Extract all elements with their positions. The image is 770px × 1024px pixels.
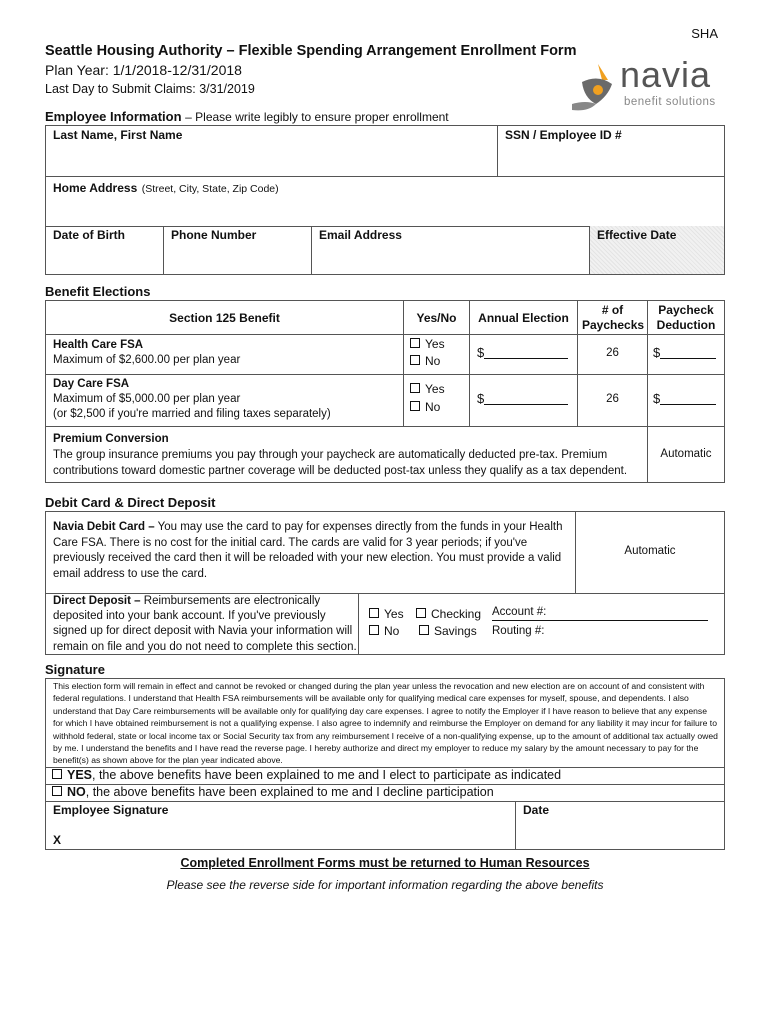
- health-paychecks: [578, 334, 648, 374]
- day-care-no-checkbox[interactable]: No: [410, 400, 440, 414]
- signature-date-label: Date: [523, 803, 550, 817]
- col-yesno-label: Yes/No: [416, 311, 457, 325]
- health-fsa-max: Maximum of $2,600.00 per plan year: [53, 354, 241, 366]
- account-number-field[interactable]: [492, 606, 708, 621]
- address-label: [53, 179, 279, 197]
- col-header-benefit: [46, 301, 404, 334]
- signature-heading: Signature: [45, 662, 105, 677]
- dob-label: Date of Birth: [53, 228, 125, 242]
- direct-deposit-options: [359, 593, 724, 654]
- col-paychecks-label: # of Paychecks: [582, 303, 645, 332]
- col-benefit-label: Section 125 Benefit: [169, 311, 280, 325]
- form-code: SHA: [691, 26, 718, 41]
- participate-no-checkbox[interactable]: [52, 785, 67, 799]
- yes-bold: YES: [67, 768, 93, 782]
- address-note: (Street, City, State, Zip Code): [141, 183, 279, 195]
- dd-no-checkbox[interactable]: No: [369, 624, 399, 638]
- col-header-deduction: [648, 301, 724, 334]
- health-no-checkbox[interactable]: No: [410, 354, 440, 368]
- dd-yes-checkbox[interactable]: Yes: [369, 607, 404, 621]
- address-title: Home Address: [53, 181, 138, 195]
- premium-text: The group insurance premiums you pay through your paycheck are automatically deducted pre-tax. Premium contributions toward domestic partner coverage will be deducted post-tax unless they qualify as a tax dependent.: [53, 449, 628, 477]
- logo-word: navia: [620, 54, 712, 95]
- account-label: Account #:: [492, 606, 547, 618]
- day-care-yes-checkbox[interactable]: Yes: [410, 382, 445, 396]
- effective-date-label: Effective Date: [597, 228, 677, 242]
- ssn-field[interactable]: [498, 126, 724, 176]
- signature-box: [45, 678, 725, 850]
- premium-title: Premium Conversion: [53, 433, 169, 445]
- logo-tagline: benefit solutions: [624, 96, 716, 108]
- return-note: Completed Enrollment Forms must be returned to Human Resources: [180, 856, 590, 870]
- participate-no-option[interactable]: [52, 785, 494, 799]
- health-fsa-row: [46, 334, 404, 374]
- premium-conversion-row: [46, 426, 648, 482]
- direct-deposit-row: [46, 593, 359, 654]
- health-annual-election[interactable]: [470, 334, 578, 374]
- benefit-elections-table: [45, 300, 725, 483]
- day-care-yesno: [404, 374, 470, 426]
- dollar-sign: $: [477, 345, 485, 360]
- direct-deposit-title: Direct Deposit –: [53, 595, 141, 607]
- address-field[interactable]: [46, 176, 724, 226]
- direct-deposit-text: [53, 594, 358, 655]
- day-care-paychecks-value: 26: [606, 393, 619, 405]
- signature-date-field[interactable]: [516, 801, 724, 849]
- employee-info-title: Employee Information: [45, 109, 182, 124]
- phone-field[interactable]: [164, 226, 312, 274]
- premium-status-cell: [648, 426, 724, 482]
- routing-number-field[interactable]: [492, 625, 544, 637]
- ssn-label: SSN / Employee ID #: [505, 128, 622, 142]
- dd-checking-checkbox[interactable]: Checking: [416, 607, 481, 621]
- day-care-annual-input: [477, 391, 568, 406]
- employee-info-heading: [45, 109, 449, 124]
- navia-logo-icon: [568, 60, 628, 116]
- dollar-sign: $: [477, 391, 485, 406]
- col-header-paychecks: [578, 301, 648, 334]
- last-day-claims: Last Day to Submit Claims: 3/31/2019: [45, 82, 255, 96]
- name-field[interactable]: [46, 126, 498, 176]
- dollar-sign: $: [653, 345, 661, 360]
- health-paychecks-value: 26: [606, 347, 619, 359]
- debit-card-title: Navia Debit Card –: [53, 521, 155, 533]
- debit-heading: Debit Card & Direct Deposit: [45, 495, 216, 510]
- signature-x-mark: X: [53, 833, 62, 847]
- phone-label: Phone Number: [171, 228, 257, 242]
- yes-text: , the above benefits have been explained to me and I elect to participate as indicated: [92, 768, 562, 782]
- effective-date-field: [590, 226, 724, 274]
- day-care-title: Day Care FSA: [53, 378, 130, 390]
- plan-year: Plan Year: 1/1/2018-12/31/2018: [45, 62, 242, 78]
- participate-yes-option[interactable]: [52, 768, 561, 782]
- reverse-note: Please see the reverse side for important information regarding the above benefits: [166, 878, 604, 892]
- no-bold: NO: [67, 785, 86, 799]
- health-yesno: [404, 334, 470, 374]
- email-field[interactable]: [312, 226, 590, 274]
- premium-status: Automatic: [660, 448, 712, 460]
- debit-box: [45, 511, 725, 655]
- legal-text: This election form will remain in effect and cannot be revoked or changed during the plan year unless the revocation and new election are on account of and consistent with federal regulations. I understand that Health FSA reimbursements will be available only for qualifying medical care expenses for myself, spouse, and dependents. I also understand that Day Care reimbursements will be available only for qualifying day care expenses. I agree to notify the Employer if I have reason to believe that any expense for which I have obtained reimbursement is not a qualifying expense. I also agree to indemnify and reimburse the Employer on demand for any liability it may incur for failure to withhold federal, state or local income tax or Social Security tax from any reimbursement I receive of a non-qualifying expense, up to the amount of additional tax actually owed by me. I understand the benefits and I have read the reverse page. I hereby authorize and direct my employer to reduce my salary by the amount necessary to pay for the benefit(s) as shown above for the plan year indicated above.: [53, 681, 718, 766]
- day-care-max: Maximum of $5,000.00 per plan year: [53, 393, 241, 405]
- employee-signature-label: Employee Signature: [53, 803, 169, 817]
- participate-yes-checkbox[interactable]: [52, 768, 67, 782]
- debit-card-status-cell: [576, 512, 724, 593]
- debit-card-text: [53, 520, 571, 582]
- direct-deposit-body: Reimbursements are electronically deposited into your bank account. If you've previously signed up for direct deposit with Navia your information will remain on file and you do not need to complete this section.: [53, 595, 357, 653]
- dd-savings-checkbox[interactable]: Savings: [419, 624, 477, 638]
- routing-label: Routing #:: [492, 625, 545, 637]
- health-annual-input: [477, 345, 568, 360]
- health-yes-checkbox[interactable]: Yes: [410, 337, 445, 351]
- day-care-annual-election[interactable]: [470, 374, 578, 426]
- form-title: Seattle Housing Authority – Flexible Spending Arrangement Enrollment Form: [45, 43, 577, 59]
- day-care-note: (or $2,500 if you're married and filing taxes separately): [53, 408, 331, 420]
- no-text: , the above benefits have been explained to me and I decline participation: [85, 785, 494, 799]
- col-annual-label: Annual Election: [478, 311, 569, 325]
- email-label: Email Address: [319, 228, 402, 242]
- benefit-elections-heading: Benefit Elections: [45, 284, 151, 299]
- health-fsa-title: Health Care FSA: [53, 339, 144, 351]
- name-label: Last Name, First Name: [53, 128, 183, 142]
- day-care-fsa-row: [46, 374, 404, 426]
- employee-info-note: – Please write legibly to ensure proper enrollment: [185, 110, 449, 124]
- dob-field[interactable]: [46, 226, 164, 274]
- health-deduction[interactable]: [648, 334, 724, 374]
- dollar-sign: $: [653, 391, 661, 406]
- navia-logo: [568, 54, 728, 116]
- day-care-paychecks: [578, 374, 648, 426]
- health-deduction-input: [653, 345, 716, 360]
- day-care-deduction-input: [653, 391, 716, 406]
- col-header-annual: [470, 301, 578, 334]
- employee-signature-field[interactable]: [46, 801, 516, 849]
- col-deduction-label: Paycheck Deduction: [656, 303, 716, 332]
- debit-card-row: [46, 512, 576, 593]
- col-header-yesno: [404, 301, 470, 334]
- employee-info-box: [45, 125, 725, 275]
- debit-card-status: Automatic: [624, 545, 676, 557]
- debit-card-body: You may use the card to pay for expenses directly from the funds in your Health Care FSA. There is no cost for the initial card. The cards are valid for 3 year periods; if you've previously received the card then it will be reloaded with your new election. You must provide a valid email address to use the card.: [53, 521, 563, 580]
- day-care-deduction[interactable]: [648, 374, 724, 426]
